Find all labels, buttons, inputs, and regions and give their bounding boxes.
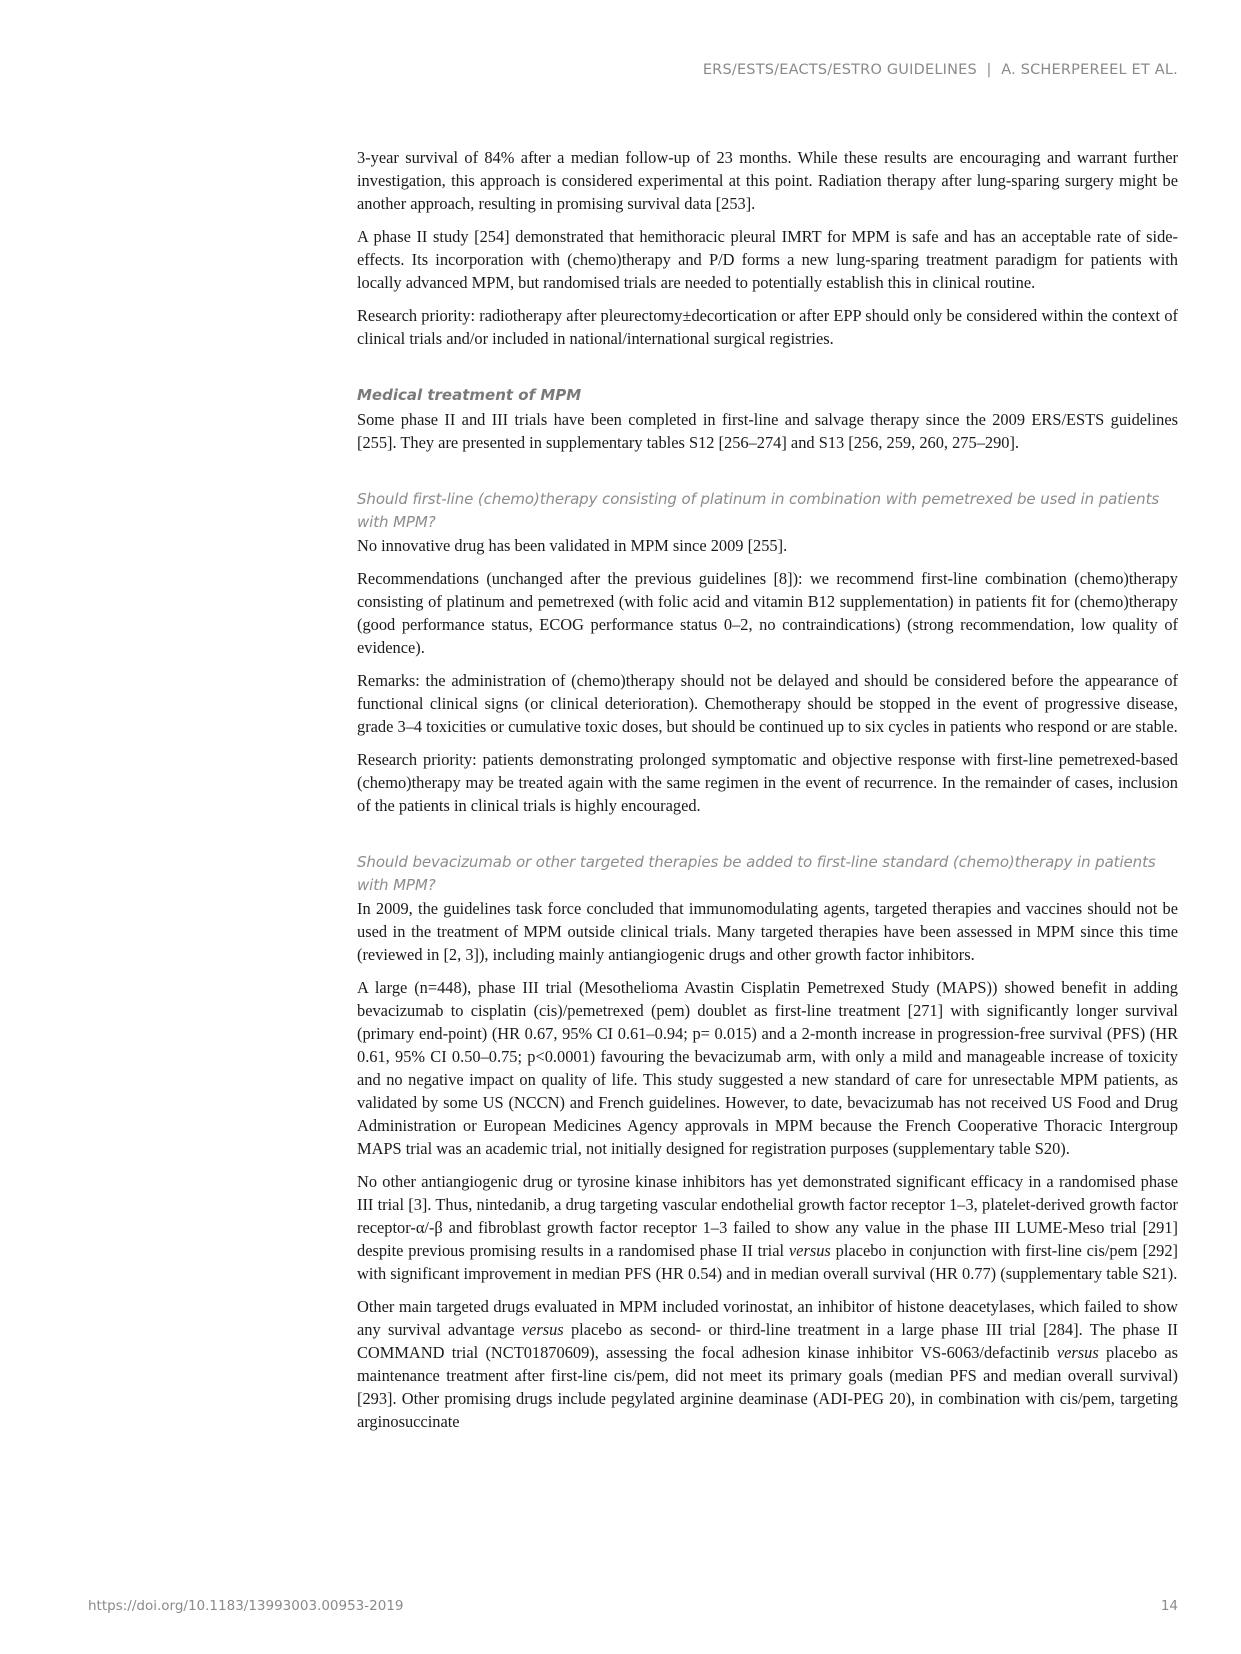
paragraph: Some phase II and III trials have been completed in first-line and salvage therapy since the 2009 ERS/ESTS guidelines [255]. They are presented in supplementary tables S12 [256–274] and S13 [256, 259, 260, 275–290]. — [357, 410, 1178, 452]
research-priority-paragraph: Research priority: radiotherapy after pleurectomy±decortication or after EPP should only be considered within the context of clinical trials and/or included in national/international surgical registries. — [357, 306, 1178, 348]
text-run: Other main targeted drugs evaluated in MPM included vorinostat, an inhibitor of histone deacetylases, which failed to show any survival advantage — [357, 1297, 1178, 1339]
text-run: placebo as maintenance treatment after first-line cis/pem, did not meet its primary goals (median PFS and median overall survival) [293]. Other promising drugs include pegylated arginine deaminase (ADI-PEG 20), in combination with cis/pem, targeting arginosuccinate — [357, 1343, 1178, 1431]
doi-link[interactable]: https://doi.org/10.1183/13993003.00953-2019 — [88, 1598, 404, 1614]
paragraph — [357, 1295, 1178, 1433]
paragraph: A large (n=448), phase III trial (Mesothelioma Avastin Cisplatin Pemetrexed Study (MAPS)) showed benefit in adding bevacizumab to cisplatin (cis)/pemetrexed (pem) doublet as first-line treatment [271] with significantly longer survival (primary end-point) (HR 0.67, 95% CI 0.61–0.94; p= 0.015) and a 2-month increase in progression-free survival (PFS) (HR 0.61, 95% CI 0.50–0.75; p<0.0001) favouring the bevacizumab arm, with only a mild and manageable increase of toxicity and no negative impact on quality of life. This study suggested a new standard of care for unresectable MPM patients, as validated by some US (NCCN) and French guidelines. However, to date, bevacizumab has not received US Food and Drug Administration or European Medicines Agency approvals in MPM because the French Cooperative Thoracic Intergroup MAPS trial was an academic trial, not initially designed for registration purposes (supplementary table S20). — [357, 978, 1178, 1158]
text-run: placebo in conjunction with first-line cis/pem [292] with significant improvement in median PFS (HR 0.54) and in median overall survival (HR 0.77) (supplementary table S21). — [357, 1241, 1178, 1283]
page-number: 14 — [1160, 1598, 1178, 1614]
paragraph — [357, 1170, 1178, 1285]
italic-term: versus — [788, 1241, 831, 1260]
question-heading: Should first-line (chemo)therapy consisting of platinum in combination with pemetrexed be used in patients with MPM? — [357, 490, 1160, 531]
main-text — [357, 146, 1178, 1443]
paragraph: 3-year survival of 84% after a median follow-up of 23 months. While these results are encouraging and warrant further investigation, this approach is considered experimental at this point. Radiation therapy after lung-sparing surgery might be another approach, resulting in promising survival data [253]. — [357, 148, 1178, 213]
paragraph: A phase II study [254] demonstrated that hemithoracic pleural IMRT for MPM is safe and has an acceptable rate of side-effects. Its incorporation with (chemo)therapy and P/D forms a new lung-sparing treatment paradigm for patients with locally advanced MPM, but randomised trials are needed to potentially establish this in clinical routine. — [357, 227, 1178, 292]
italic-term: versus — [1056, 1343, 1099, 1362]
italic-term: versus — [521, 1320, 564, 1339]
running-head: ERS/ESTS/EACTS/ESTRO GUIDELINES | A. SCHERPEREEL ET AL. — [702, 62, 1178, 78]
paragraph: In 2009, the guidelines task force concluded that immunomodulating agents, targeted therapies and vaccines should not be used in the treatment of MPM outside clinical trials. Many targeted therapies have been assessed in MPM since this time (reviewed in [2, 3]), including mainly antiangiogenic drugs and other growth factor inhibitors. — [357, 899, 1178, 964]
text-run: placebo as second- or third-line treatment in a large phase III trial [284]. The phase II COMMAND trial (NCT01870609), assessing the focal adhesion kinase inhibitor VS-6063/defactinib — [357, 1320, 1178, 1362]
remarks-paragraph: Remarks: the administration of (chemo)therapy should not be delayed and should be considered before the appearance of functional clinical signs (or clinical deterioration). Chemotherapy should be stopped in the event of progressive disease, grade 3–4 toxicities or cumulative toxic doses, but should be continued up to six cycles in patients who respond or are stable. — [357, 671, 1178, 736]
recommendation-paragraph: Recommendations (unchanged after the previous guidelines [8]): we recommend first-line combination (chemo)therapy consisting of platinum and pemetrexed (with folic acid and vitamin B12 supplementation) in patients fit for (chemo)therapy (good performance status, ECOG performance status 0–2, no contraindications) (strong recommendation, low quality of evidence). — [357, 569, 1178, 657]
question-heading: Should bevacizumab or other targeted therapies be added to first-line standard (chemo)therapy in patients with MPM? — [357, 853, 1156, 894]
research-priority-paragraph: Research priority: patients demonstrating prolonged symptomatic and objective response with first-line pemetrexed-based (chemo)therapy may be treated again with the same regimen in the event of recurrence. In the remainder of cases, inclusion of the patients in clinical trials is highly encouraged. — [357, 750, 1178, 815]
paragraph: No innovative drug has been validated in MPM since 2009 [255]. — [357, 536, 788, 555]
text-run: No other antiangiogenic drug or tyrosine kinase inhibitors has yet demonstrated significant efficacy in a randomised phase III trial [3]. Thus, nintedanib, a drug targeting vascular endothelial growth factor receptor 1–3, platelet-derived growth factor receptor-α/-β and fibroblast growth factor receptor 1–3 failed to show any value in the phase III LUME-Meso trial [291] despite previous promising results in a randomised phase II trial — [357, 1172, 1178, 1260]
section-heading: Medical treatment of MPM — [357, 386, 582, 404]
